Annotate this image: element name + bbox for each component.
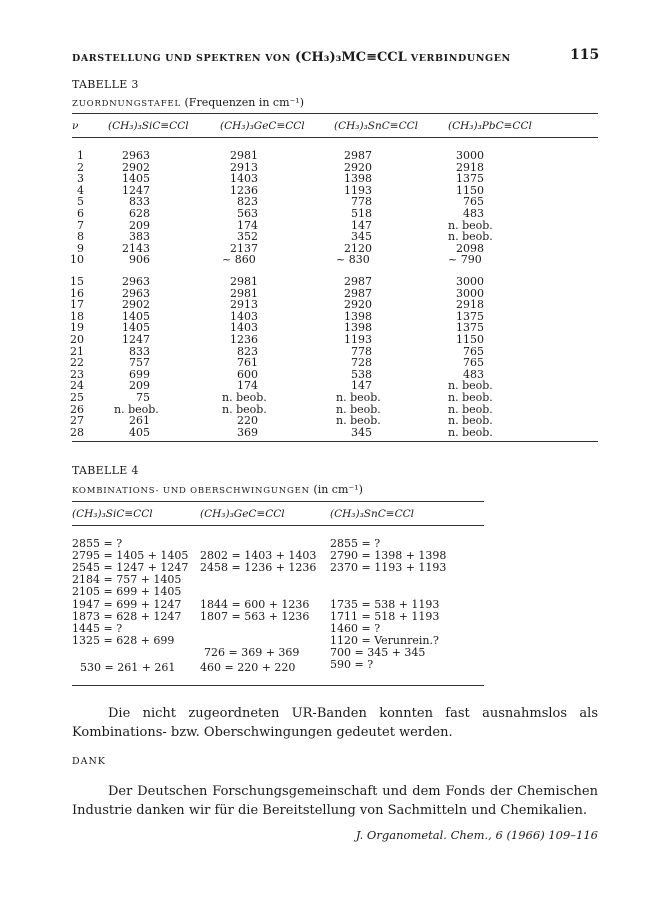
table4-title: TABELLE 4: [72, 464, 139, 477]
table4-cell: 2105 = 699 + 1405: [72, 585, 182, 598]
table3-top-rule: [72, 113, 598, 114]
running-head-prefix: DARSTELLUNG UND SPEKTREN VON: [72, 53, 292, 64]
table3-cell: 2137: [230, 241, 258, 255]
table3-cell: 1236: [230, 333, 258, 346]
table3-cell: 1193: [344, 333, 372, 346]
table3-cell: 2981: [230, 149, 258, 162]
table4-cell: 2855 = ?: [330, 537, 381, 550]
table3-cell: n. beob.: [448, 230, 493, 244]
table4-cell: 1735 = 538 + 1193: [330, 598, 440, 611]
table3-nu-cell: 3: [77, 172, 84, 186]
table4-header-1: (CH₃)₃GeC≡CCl: [200, 508, 285, 520]
table3-cell: ~ 830: [336, 253, 370, 267]
table3-cell: 209: [129, 379, 150, 393]
table3-cell: 1247: [122, 333, 150, 346]
table3-cell: 1405: [122, 172, 150, 186]
table3-cell: 405: [129, 425, 150, 439]
table3-nu-cell: 28: [70, 425, 84, 439]
table3-cell: n. beob.: [222, 402, 267, 416]
table3-cell: 2913: [230, 298, 258, 312]
table3-cell: 483: [463, 207, 484, 220]
table3-nu-cell: 21: [70, 344, 84, 358]
table3-cell: 728: [351, 356, 372, 370]
table3-cell: 1375: [456, 309, 484, 323]
table3-cell: 778: [351, 344, 372, 358]
table3-nu-cell: 25: [70, 391, 84, 404]
table3-cell: 628: [129, 207, 150, 220]
table4-cell: 726 = 369 + 369: [204, 646, 300, 659]
table3-cell: 833: [129, 195, 150, 209]
table3-cell: 3000: [456, 275, 484, 288]
table3-cell: 75: [136, 391, 150, 404]
table3-bottom-rule: [72, 441, 598, 442]
table4-cell: 1460 = ?: [330, 622, 381, 635]
table4-cell: 1947 = 699 + 1247: [72, 598, 182, 611]
table3-cell: 483: [463, 367, 484, 381]
table3-cell: 2981: [230, 286, 258, 300]
table3-cell: 765: [463, 195, 484, 209]
table3-cell: ~ 860: [222, 253, 256, 267]
table3-cell: 345: [351, 230, 372, 244]
table3-cell: 563: [237, 207, 258, 220]
table3-nu-cell: 5: [77, 195, 84, 209]
table3-header-1: (CH₃)₃SiC≡CCl: [108, 120, 189, 132]
table4-top-rule: [72, 501, 484, 502]
table3-cell: 823: [237, 195, 258, 209]
table4-cell: 460 = 220 + 220: [200, 661, 296, 674]
table3-cell: 261: [129, 414, 150, 428]
table4-cell: 2790 = 1398 + 1398: [330, 549, 447, 562]
table4-subtitle-rest: (in cm⁻¹): [313, 483, 363, 496]
table3-nu-cell: 2: [77, 160, 84, 174]
running-head: [72, 50, 511, 65]
table3-cell: 147: [351, 218, 372, 232]
table3-cell: 1236: [230, 183, 258, 197]
table3-cell: 1405: [122, 321, 150, 335]
table3-cell: 3000: [456, 149, 484, 162]
table3-title: TABELLE 3: [72, 78, 139, 91]
running-head-suffix: VERBINDUNGEN: [410, 53, 511, 64]
table3-cell: 174: [237, 218, 258, 232]
table4-cell: 2802 = 1403 + 1403: [200, 549, 317, 562]
table3-cell: 1403: [230, 321, 258, 335]
table3-cell: 823: [237, 344, 258, 358]
table3-cell: n. beob.: [448, 218, 493, 232]
table3-nu-cell: 7: [77, 218, 84, 232]
table3-header-0: ν: [72, 120, 79, 132]
table4-cell: 1445 = ?: [72, 622, 123, 635]
table3-cell: 2918: [456, 298, 484, 312]
table3-cell: 2120: [344, 241, 372, 255]
table3-nu-cell: 1: [77, 149, 84, 162]
table3-cell: 761: [237, 356, 258, 370]
table3-cell: 2902: [122, 298, 150, 312]
table3-cell: 2920: [344, 160, 372, 174]
table3-cell: n. beob.: [336, 414, 381, 428]
table3-nu-cell: 6: [77, 207, 84, 220]
table3-header-2: (CH₃)₃GeC≡CCl: [220, 120, 305, 132]
table4-subtitle-caps: KOMBINATIONS- UND OBERSCHWINGUNGEN: [72, 486, 310, 496]
table3-cell: 757: [129, 356, 150, 370]
table3-cell: 2963: [122, 286, 150, 300]
table3-cell: n. beob.: [336, 391, 381, 404]
table3-subtitle: [72, 96, 304, 109]
table3-cell: 518: [351, 207, 372, 220]
table4-cell: 1325 = 628 + 699: [72, 634, 175, 647]
table3-cell: 1398: [344, 321, 372, 335]
table3-cell: 220: [237, 414, 258, 428]
table3-cell: 2963: [122, 149, 150, 162]
table3-cell: 1150: [456, 333, 484, 346]
table3-header-3: (CH₃)₃SnC≡CCl: [334, 120, 419, 132]
table3-nu-cell: 9: [77, 241, 84, 255]
table3-cell: 2098: [456, 241, 484, 255]
table4-header-0: (CH₃)₃SiC≡CCl: [72, 508, 153, 520]
dank-heading: DANK: [72, 756, 106, 767]
table4-cell: 2458 = 1236 + 1236: [200, 561, 317, 574]
table3-cell: 765: [463, 356, 484, 370]
table4-cell: 2795 = 1405 + 1405: [72, 549, 189, 562]
table3-nu-cell: 8: [77, 230, 84, 244]
table4-cell: 530 = 261 + 261: [80, 661, 176, 674]
table3-cell: 1398: [344, 172, 372, 186]
table3-cell: 2143: [122, 241, 150, 255]
page-number: 115: [570, 47, 600, 63]
table3-cell: 174: [237, 379, 258, 393]
table3-nu-cell: 23: [70, 367, 84, 381]
table3-cell: n. beob.: [448, 391, 493, 404]
table4-cell: 1807 = 563 + 1236: [200, 610, 310, 623]
table3-nu-cell: 26: [70, 402, 84, 416]
table3-cell: n. beob.: [448, 402, 493, 416]
table4-cell: 2855 = ?: [72, 537, 123, 550]
table3-cell: 345: [351, 425, 372, 439]
table3-nu-cell: 17: [70, 298, 84, 312]
table3-cell: 2987: [344, 149, 372, 162]
table3-cell: n. beob.: [336, 402, 381, 416]
table3-nu-cell: 24: [70, 379, 84, 393]
table4-cell: 700 = 345 + 345: [330, 646, 426, 659]
table4-header-2: (CH₃)₃SnC≡CCl: [330, 508, 415, 520]
table3-cell: 209: [129, 218, 150, 232]
table4-cell: 2184 = 757 + 1405: [72, 573, 182, 586]
table3-cell: 2981: [230, 275, 258, 288]
table3-cell: 1398: [344, 309, 372, 323]
table3-nu-cell: 15: [70, 275, 84, 288]
table4-cell: 1873 = 628 + 1247: [72, 610, 182, 623]
table4-cell: 1711 = 518 + 1193: [330, 610, 440, 623]
table3-cell: 3000: [456, 286, 484, 300]
table3-cell: n. beob.: [114, 402, 159, 416]
table3-cell: 2913: [230, 160, 258, 174]
table3-cell: 538: [351, 367, 372, 381]
table3-cell: 699: [129, 367, 150, 381]
paragraph-combinations: Die nicht zugeordneten UR-Banden konnten fast ausnahmslos als Kombinations- bzw. Oberschwingungen gedeutet werden.: [72, 706, 598, 740]
table3-nu-cell: 10: [70, 253, 84, 267]
table3-cell: 778: [351, 195, 372, 209]
table3-cell: 600: [237, 367, 258, 381]
table3-cell: 833: [129, 344, 150, 358]
table3-nu-cell: 4: [77, 183, 84, 197]
table3-cell: n. beob.: [222, 391, 267, 404]
table3-header-rule: [72, 137, 598, 138]
table3-cell: 2918: [456, 160, 484, 174]
table3-nu-cell: 27: [70, 414, 84, 428]
table4-cell: 590 = ?: [330, 658, 374, 671]
table3-cell: 906: [129, 253, 150, 267]
table3-cell: n. beob.: [448, 379, 493, 393]
table3-subtitle-rest: (Frequenzen in cm⁻¹): [184, 96, 305, 109]
running-head-formula: (CH₃)₃MC≡CCL: [295, 50, 407, 65]
table3-cell: 1375: [456, 321, 484, 335]
table3-nu-cell: 16: [70, 286, 84, 300]
table3-nu-cell: 18: [70, 309, 84, 323]
table3-cell: 352: [237, 230, 258, 244]
table3-cell: 2963: [122, 275, 150, 288]
table3-cell: 1193: [344, 183, 372, 197]
table3-cell: n. beob.: [448, 425, 493, 439]
table3-cell: 369: [237, 425, 258, 439]
table3-cell: 1150: [456, 183, 484, 197]
table3-cell: ~ 790: [448, 253, 482, 267]
table4-cell: 2370 = 1193 + 1193: [330, 561, 447, 574]
table3-header-4: (CH₃)₃PbC≡CCl: [448, 120, 532, 132]
table3-cell: n. beob.: [448, 414, 493, 428]
table3-cell: 1405: [122, 309, 150, 323]
table4-cell: 1844 = 600 + 1236: [200, 598, 310, 611]
table3-cell: 1375: [456, 172, 484, 186]
table3-nu-cell: 22: [70, 356, 84, 370]
table3-subtitle-caps: ZUORDNUNGSTAFEL: [72, 99, 181, 109]
table3-cell: 1247: [122, 183, 150, 197]
table3-nu-cell: 20: [70, 333, 84, 346]
table4-header-rule: [72, 525, 484, 526]
journal-citation: J. Organometal. Chem., 6 (1966) 109–116: [355, 828, 598, 842]
table3-cell: 2920: [344, 298, 372, 312]
table3-cell: 2987: [344, 275, 372, 288]
table3-cell: 383: [129, 230, 150, 244]
table3-cell: 2902: [122, 160, 150, 174]
table4-subtitle: [72, 483, 363, 496]
table3-cell: 765: [463, 344, 484, 358]
table3-cell: 1403: [230, 172, 258, 186]
table3-cell: 2987: [344, 286, 372, 300]
table4-bottom-rule: [72, 685, 484, 686]
table3-nu-cell: 19: [70, 321, 84, 335]
table4-cell: 2545 = 1247 + 1247: [72, 561, 189, 574]
paragraph-acknowledgement: Der Deutschen Forschungsgemeinschaft und dem Fonds der Chemischen Industrie danken wir für die Bereitstellung von Sachmitteln und Chemikalien.: [72, 784, 598, 818]
table3-cell: 147: [351, 379, 372, 393]
table3-cell: 1403: [230, 309, 258, 323]
table4-cell: 1120 = Verunrein.?: [330, 634, 439, 647]
